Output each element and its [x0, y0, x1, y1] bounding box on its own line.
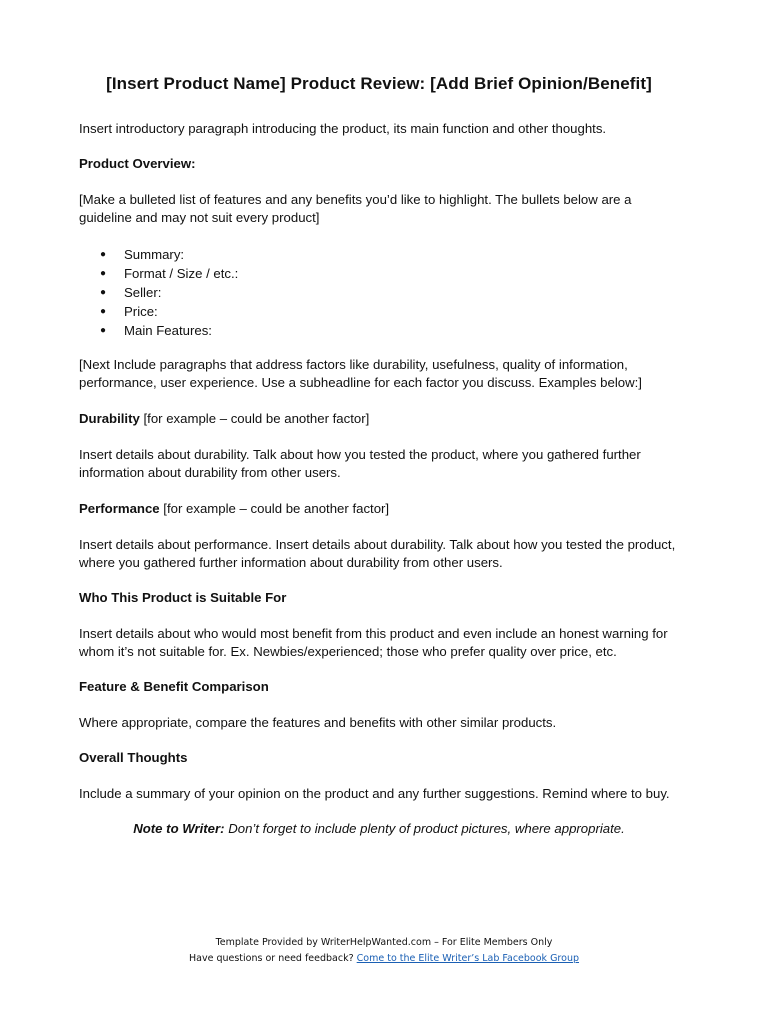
bullet-dot-icon: ●: [100, 325, 107, 336]
bullet-dot-icon: ●: [100, 287, 107, 298]
footer-feedback-prefix: Have questions or need feedback?: [189, 953, 357, 964]
performance-body: Insert details about performance. Insert details about durability. Talk about how you tested the product, where you gathered further information about durability from other users.: [79, 537, 676, 570]
feature-bullet-list: [79, 245, 679, 340]
durability-body: Insert details about durability. Talk about how you tested the product, where you gathered further information about durability from other users.: [79, 447, 641, 480]
bullet-item-text: Price:: [124, 304, 158, 319]
bullet-item: [79, 321, 679, 340]
bullet-item-text: Main Features:: [124, 323, 212, 338]
footer-feedback-line: [0, 951, 768, 967]
intro-paragraph: Insert introductory paragraph introducing the product, its main function and other thoughts.: [79, 121, 607, 136]
overall-thoughts-body: Include a summary of your opinion on the product and any further suggestions. Remind where to buy.: [79, 786, 670, 801]
bullet-dot-icon: ●: [100, 306, 107, 317]
bullet-item: [79, 283, 679, 302]
comparison-body: Where appropriate, compare the features and benefits with other similar products.: [79, 715, 557, 730]
performance-heading: Performance: [79, 501, 160, 516]
page-footer: [0, 935, 768, 967]
note-to-writer-label: Note to Writer:: [133, 821, 225, 836]
document-title: [Insert Product Name] Product Review: [Add Brief Opinion/Benefit]: [106, 74, 652, 93]
bullet-dot-icon: ●: [100, 249, 107, 260]
facebook-group-link[interactable]: Come to the Elite Writer’s Lab Facebook Group: [356, 953, 579, 964]
product-overview-heading: Product Overview:: [79, 156, 196, 171]
bullet-dot-icon: ●: [100, 268, 107, 279]
bullet-item-text: Summary:: [124, 247, 185, 262]
performance-note: [for example – could be another factor]: [159, 501, 390, 516]
note-to-writer-text: Don’t forget to include plenty of product pictures, where appropriate.: [224, 821, 625, 836]
product-overview-description: [Make a bulleted list of features and any benefits you’d like to highlight. The bullets below are a guideline and may not suit every product]: [79, 192, 632, 225]
performance-subheadline: [79, 500, 679, 518]
bullet-item-text: Format / Size / etc.:: [124, 266, 239, 281]
bullet-item: [79, 302, 679, 321]
footer-credit-line: Template Provided by WriterHelpWanted.com – For Elite Members Only: [215, 937, 553, 948]
suitable-heading: Who This Product is Suitable For: [79, 590, 287, 605]
bullet-item: [79, 245, 679, 264]
next-include-paragraph: [Next Include paragraphs that address factors like durability, usefulness, quality of information, performance, user experience. Use a subheadline for each factor you discuss. Examples below:]: [79, 357, 642, 390]
note-to-writer: [79, 820, 679, 838]
overall-thoughts-heading: Overall Thoughts: [79, 750, 188, 765]
durability-note: [for example – could be another factor]: [139, 411, 370, 426]
durability-heading: Durability: [79, 411, 140, 426]
bullet-item: [79, 264, 679, 283]
durability-subheadline: [79, 410, 679, 428]
comparison-heading: Feature & Benefit Comparison: [79, 679, 269, 694]
bullet-item-text: Seller:: [124, 285, 162, 300]
suitable-body: Insert details about who would most benefit from this product and even include an honest warning for whom it’s not suitable for. Ex. Newbies/experienced; those who prefer quality over price, etc.: [79, 626, 668, 659]
